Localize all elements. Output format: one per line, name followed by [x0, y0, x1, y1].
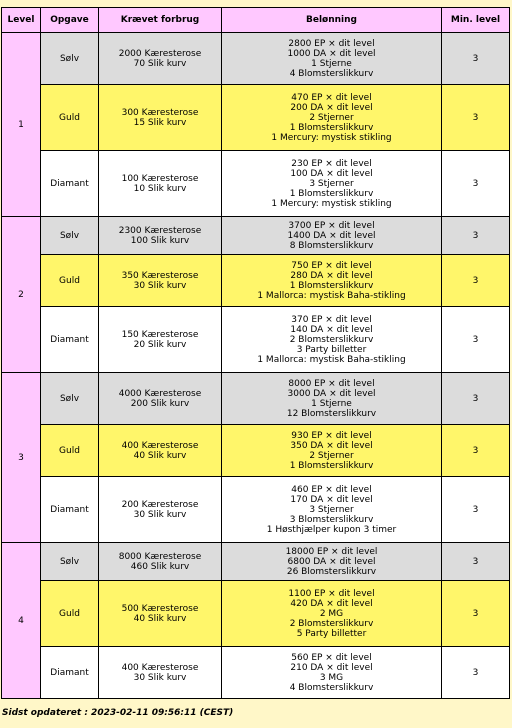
required-cell [99, 151, 222, 217]
reward-line: 8 Blomsterslikkurv [289, 240, 374, 251]
required-line: 200 Slik kurv [130, 398, 190, 409]
required-cell [99, 425, 222, 477]
reward-line: 3 Party billetter [296, 344, 367, 355]
table-row [2, 373, 510, 425]
task-cell: Sølv [41, 217, 99, 255]
required-line: 30 Slik kurv [133, 509, 187, 520]
reward-line: 4 Blomsterslikkurv [289, 68, 374, 79]
min-level-cell: 3 [442, 425, 510, 477]
reward-line: 100 DA × dit level [290, 168, 373, 179]
reward-cell [222, 217, 442, 255]
required-line: 40 Slik kurv [133, 450, 187, 461]
reward-cell [222, 255, 442, 307]
level-cell: 4 [2, 543, 41, 699]
reward-cell [222, 33, 442, 85]
required-cell [99, 581, 222, 647]
reward-line: 3 Blomsterslikkurv [289, 514, 374, 525]
min-level-cell: 3 [442, 85, 510, 151]
reward-line: 2 Blomsterslikkurv [289, 618, 374, 629]
reward-line: 1 Blomsterslikkurv [289, 122, 374, 133]
reward-line: 1 Blomsterslikkurv [289, 280, 374, 291]
header-row [2, 8, 510, 33]
required-line: 30 Slik kurv [133, 672, 187, 683]
reward-line: 2 MG [319, 608, 344, 619]
reward-cell [222, 647, 442, 699]
required-line: 15 Slik kurv [133, 117, 187, 128]
reward-line: 1 Mercury: mystisk stikling [271, 198, 392, 209]
required-line: 30 Slik kurv [133, 280, 187, 291]
required-line: 2300 Kæresterose [118, 225, 202, 236]
reward-cell [222, 373, 442, 425]
reward-line: 1 Høsthjælper kupon 3 timer [266, 524, 397, 535]
table-row [2, 307, 510, 373]
reward-line: 1 Blomsterslikkurv [289, 188, 374, 199]
required-line: 2000 Kæresterose [118, 48, 202, 59]
required-line: 10 Slik kurv [133, 183, 187, 194]
min-level-cell: 3 [442, 647, 510, 699]
level-cell: 1 [2, 33, 41, 217]
reward-line: 370 EP × dit level [291, 314, 372, 325]
required-line: 400 Kæresterose [121, 662, 199, 673]
reward-line: 5 Party billetter [296, 628, 367, 639]
required-cell [99, 373, 222, 425]
required-line: 20 Slik kurv [133, 339, 187, 350]
task-cell: Sølv [41, 33, 99, 85]
required-cell [99, 477, 222, 543]
required-line: 350 Kæresterose [121, 270, 199, 281]
required-line: 100 Slik kurv [130, 235, 190, 246]
required-line: 300 Kæresterose [121, 107, 199, 118]
reward-line: 350 DA × dit level [290, 440, 373, 451]
level-cell: 2 [2, 217, 41, 373]
task-cell: Diamant [41, 647, 99, 699]
reward-line: 1400 DA × dit level [287, 230, 376, 241]
min-level-cell: 3 [442, 307, 510, 373]
level-cell: 3 [2, 373, 41, 543]
reward-line: 12 Blomsterslikkurv [286, 408, 377, 419]
min-level-cell: 3 [442, 33, 510, 85]
min-level-cell: 3 [442, 255, 510, 307]
quest-table-body [2, 33, 510, 699]
reward-cell [222, 581, 442, 647]
min-level-cell: 3 [442, 151, 510, 217]
required-cell [99, 217, 222, 255]
header-level: Level [2, 8, 41, 33]
table-row [2, 151, 510, 217]
reward-line: 750 EP × dit level [291, 260, 372, 271]
reward-line: 1 Mallorca: mystisk Baha-stikling [257, 354, 406, 365]
reward-line: 3000 DA × dit level [287, 388, 376, 399]
table-row [2, 581, 510, 647]
reward-line: 1 Blomsterslikkurv [289, 460, 374, 471]
quest-table [1, 7, 510, 699]
task-cell: Guld [41, 255, 99, 307]
reward-line: 470 EP × dit level [291, 92, 372, 103]
required-cell [99, 543, 222, 581]
reward-line: 3 Stjerner [309, 504, 354, 515]
required-line: 4000 Kæresterose [118, 388, 202, 399]
table-row [2, 647, 510, 699]
reward-line: 560 EP × dit level [291, 652, 372, 663]
required-cell [99, 85, 222, 151]
reward-cell [222, 85, 442, 151]
min-level-cell: 3 [442, 543, 510, 581]
reward-line: 230 EP × dit level [291, 158, 372, 169]
required-line: 40 Slik kurv [133, 613, 187, 624]
reward-line: 1 Stjerne [311, 398, 352, 409]
reward-line: 4 Blomsterslikkurv [289, 682, 374, 693]
reward-cell [222, 425, 442, 477]
min-level-cell: 3 [442, 373, 510, 425]
task-cell: Sølv [41, 373, 99, 425]
required-cell [99, 255, 222, 307]
required-line: 500 Kæresterose [121, 603, 199, 614]
required-line: 400 Kæresterose [121, 440, 199, 451]
reward-cell [222, 477, 442, 543]
reward-line: 420 DA × dit level [290, 598, 373, 609]
table-row [2, 255, 510, 307]
required-line: 8000 Kæresterose [118, 551, 202, 562]
task-cell: Guld [41, 85, 99, 151]
reward-line: 1 Stjerne [311, 58, 352, 69]
reward-line: 210 DA × dit level [290, 662, 373, 673]
required-line: 100 Kæresterose [121, 173, 199, 184]
reward-line: 1 Mercury: mystisk stikling [271, 132, 392, 143]
table-row [2, 543, 510, 581]
reward-line: 3 MG [319, 672, 344, 683]
header-min-level: Min. level [442, 8, 510, 33]
required-cell [99, 307, 222, 373]
table-row [2, 425, 510, 477]
reward-line: 2 Stjerner [309, 450, 354, 461]
reward-line: 6800 DA × dit level [287, 556, 376, 567]
table-row [2, 85, 510, 151]
required-line: 70 Slik kurv [133, 58, 187, 69]
min-level-cell: 3 [442, 581, 510, 647]
table-row [2, 477, 510, 543]
reward-line: 2 Blomsterslikkurv [289, 334, 374, 345]
reward-line: 280 DA × dit level [290, 270, 373, 281]
required-cell [99, 647, 222, 699]
task-cell: Diamant [41, 151, 99, 217]
reward-line: 2 Stjerner [309, 112, 354, 123]
reward-cell [222, 307, 442, 373]
reward-cell [222, 151, 442, 217]
reward-cell [222, 543, 442, 581]
task-cell: Sølv [41, 543, 99, 581]
task-cell: Guld [41, 425, 99, 477]
reward-line: 1000 DA × dit level [287, 48, 376, 59]
required-cell [99, 33, 222, 85]
reward-line: 460 EP × dit level [291, 484, 372, 495]
reward-line: 930 EP × dit level [291, 430, 372, 441]
reward-line: 140 DA × dit level [290, 324, 373, 335]
reward-line: 2800 EP × dit level [288, 38, 375, 49]
required-line: 150 Kæresterose [121, 329, 199, 340]
reward-line: 3700 EP × dit level [288, 220, 375, 231]
task-cell: Diamant [41, 477, 99, 543]
required-line: 200 Kæresterose [121, 499, 199, 510]
last-updated-footer: Sidst opdateret : 2023-02-11 09:56:11 (CEST) [2, 708, 234, 718]
reward-line: 1 Mallorca: mystisk Baha-stikling [257, 290, 406, 301]
reward-line: 170 DA × dit level [290, 494, 373, 505]
reward-line: 3 Stjerner [309, 178, 354, 189]
reward-line: 200 DA × dit level [290, 102, 373, 113]
min-level-cell: 3 [442, 477, 510, 543]
reward-line: 18000 EP × dit level [285, 546, 378, 557]
task-cell: Diamant [41, 307, 99, 373]
min-level-cell: 3 [442, 217, 510, 255]
table-row [2, 33, 510, 85]
task-cell: Guld [41, 581, 99, 647]
reward-line: 8000 EP × dit level [288, 378, 375, 389]
reward-line: 1100 EP × dit level [288, 588, 375, 599]
reward-line: 26 Blomsterslikkurv [286, 566, 377, 577]
header-reward: Belønning [222, 8, 442, 33]
header-required: Krævet forbrug [99, 8, 222, 33]
required-line: 460 Slik kurv [130, 561, 190, 572]
header-task: Opgave [41, 8, 99, 33]
table-row [2, 217, 510, 255]
